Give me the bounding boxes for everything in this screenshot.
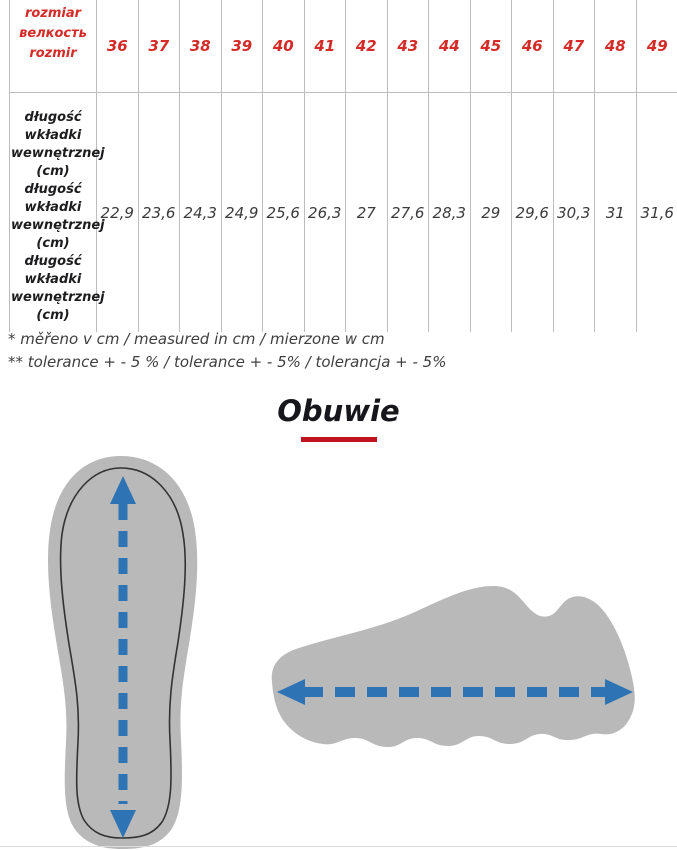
size-col-43: 43 — [388, 0, 430, 93]
insole-length-41: 26,3 — [305, 93, 347, 332]
insole-length-42: 27 — [346, 93, 388, 332]
insole-length-48: 31 — [595, 93, 637, 332]
insole-length-46: 29,6 — [512, 93, 554, 332]
page-bottom-divider — [0, 846, 677, 847]
insole-length-38: 24,3 — [180, 93, 222, 332]
insole-length-47: 30,3 — [554, 93, 596, 332]
footnote-tolerance: ** tolerance + - 5 % / tolerance + - 5% / tolerancja + - 5% — [8, 353, 447, 371]
row-label: długość wkładki wewnętrznej (cm) — [11, 110, 105, 179]
row-label: długość wkładki wewnętrznej (cm) — [11, 254, 105, 323]
table-footnotes — [8, 328, 446, 374]
size-col-36: 36 — [97, 0, 139, 93]
size-header-cell — [10, 0, 97, 93]
size-col-41: 41 — [305, 0, 347, 93]
insole-length-43: 27,6 — [388, 93, 430, 332]
insole-length-39: 24,9 — [222, 93, 264, 332]
section-title-underline — [301, 437, 377, 442]
size-col-39: 39 — [222, 0, 264, 93]
size-col-44: 44 — [429, 0, 471, 93]
insole-length-45: 29 — [471, 93, 513, 332]
insole-length-36: 22,9 — [97, 93, 139, 332]
size-col-47: 47 — [554, 0, 596, 93]
size-header-line-pl: rozmiar — [24, 6, 82, 21]
size-col-49: 49 — [637, 0, 677, 93]
insole-length-44: 28,3 — [429, 93, 471, 332]
insole-length-40: 25,6 — [263, 93, 305, 332]
insole-length-37: 23,6 — [139, 93, 181, 332]
row-label-cell — [10, 93, 105, 332]
size-col-46: 46 — [512, 0, 554, 93]
row-label: długość wkładki wewnętrznej (cm) — [11, 182, 105, 251]
size-col-48: 48 — [595, 0, 637, 93]
size-table — [9, 0, 677, 332]
size-col-37: 37 — [139, 0, 181, 93]
size-header-line-cz: rozmir — [29, 46, 77, 61]
size-col-40: 40 — [263, 0, 305, 93]
section-title: Obuwie — [277, 394, 400, 428]
size-col-38: 38 — [180, 0, 222, 93]
insole-top-view-icon — [30, 452, 212, 850]
size-header-line-ru: велкость — [19, 26, 87, 41]
size-col-45: 45 — [471, 0, 513, 93]
footnote-measured: * měřeno v cm / measured in cm / mierzone w cm — [8, 330, 385, 348]
size-col-42: 42 — [346, 0, 388, 93]
shoe-side-silhouette-icon — [265, 578, 645, 763]
insole-length-49: 31,6 — [640, 203, 674, 222]
